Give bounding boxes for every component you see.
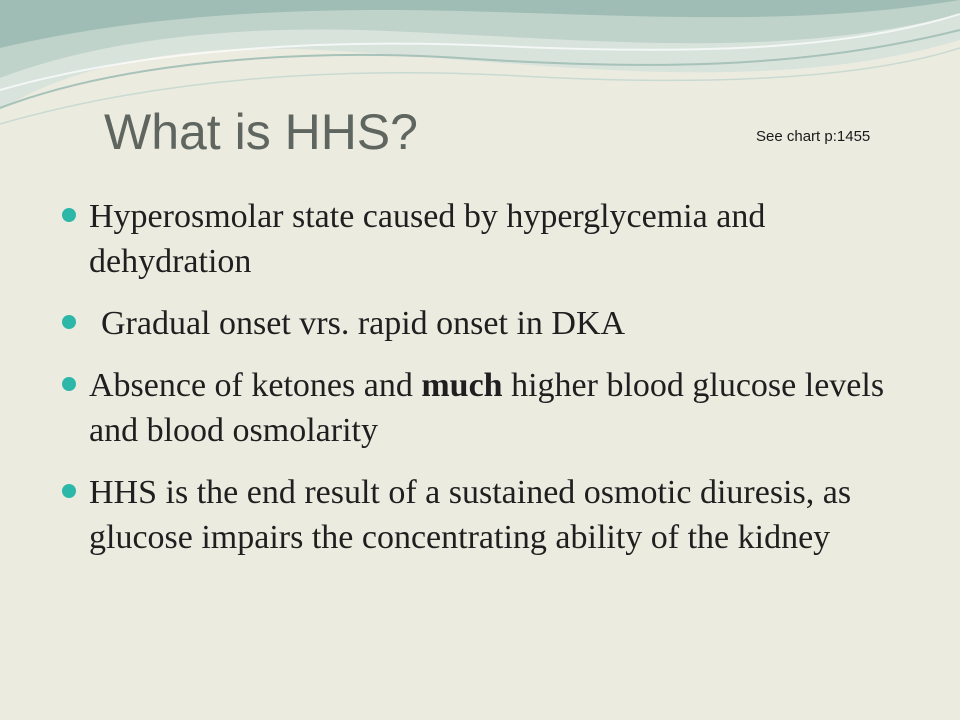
bullet-dot-icon — [62, 315, 76, 329]
bullet-text: Gradual onset vrs. rapid onset in DKA — [101, 305, 626, 342]
bullet-dot-icon — [62, 484, 76, 498]
bullet-text-part: Absence of ketones and — [89, 367, 422, 404]
bullet-list — [60, 194, 930, 577]
bullet-text-part: higher blood glucose levels and blood osmolarity — [89, 367, 885, 449]
chart-reference-note: See chart p:1455 — [756, 128, 871, 145]
bullet-text: HHS is the end result of a sustained osmotic diuresis, as glucose impairs the concentrating ability of the kidney — [89, 474, 852, 556]
bullet-item — [60, 194, 930, 284]
bullet-item — [60, 301, 930, 346]
bullet-item — [60, 470, 930, 560]
bullet-text: Hyperosmolar state caused by hyperglycemia and dehydration — [89, 198, 766, 280]
bullet-dot-icon — [62, 377, 76, 391]
bullet-item — [60, 363, 930, 453]
bullet-dot-icon — [62, 208, 76, 222]
bullet-text — [89, 367, 884, 449]
slide-title: What is HHS? — [104, 104, 418, 160]
bullet-emphasis: much — [421, 367, 503, 404]
